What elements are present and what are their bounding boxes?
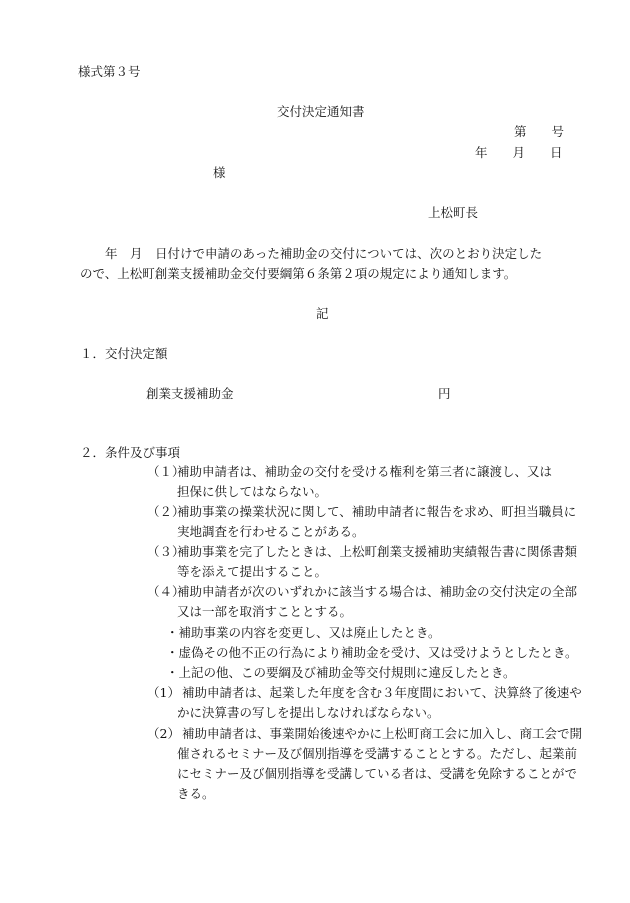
intro-line-2: ので、上松町創業支援補助金交付要綱第６条第２項の規定により通知します。 [80,266,517,281]
condition-3-line-1: 補助事業を完了したときは、上松町創業支援補助実績報告書に関係書類 [177,544,578,559]
form-number: 様式第３号 [78,64,141,79]
document-number: 第 号 [514,124,565,139]
condition-3-line-2: 等を添えて提出すること。 [177,564,328,579]
revocation-bullet-1: ・補助事業の内容を変更し、又は廃止したとき。 [166,625,441,640]
condition-4-line-2: 又は一部を取消すこととする。 [177,604,353,619]
condition-1-number: （１） [147,464,185,479]
issuer-name: 上松町長 [428,205,479,220]
extra-1-line-1: 補助申請者は、起業した年度を含む３年度間において、決算終了後速や [182,685,582,700]
extra-2-line-1: 補助申請者は、事業開始後速やかに上松町商工会に加入し、商工会で開 [182,726,583,741]
condition-2-line-1: 補助事業の操業状況に関して、補助申請者に報告を求め、町担当職員に [177,504,577,519]
extra-1-line-2: かに決算書の写しを提出しなければならない。 [177,705,440,720]
intro-line-1: 年 月 日付けで申請のあった補助金の交付については、次のとおり決定した [80,246,543,261]
extra-2-line-4: きる。 [177,786,215,801]
recipient-honorific: 様 [213,165,226,180]
section-1-heading: １．交付決定額 [80,346,168,361]
section-2-heading: ２．条件及び事項 [80,445,181,460]
condition-4-line-1: 補助申請者が次のいずれかに該当する場合は、補助金の交付決定の全部 [177,584,578,599]
document-title: 交付決定通知書 [277,104,365,119]
condition-1-line-1: 補助申請者は、補助金の交付を受ける権利を第三者に譲渡し、又は [177,464,553,479]
subsidy-item-label: 創業支援補助金 [146,386,234,401]
extra-2-line-3: にセミナー及び個別指導を受講している者は、受講を免除することがで [177,766,578,781]
condition-2-number: （２） [147,504,185,519]
condition-1-line-2: 担保に供してはならない。 [177,484,328,499]
revocation-bullet-2: ・虚偽その他不正の行為により補助金を受け、又は受けようとしたとき。 [166,645,578,660]
condition-2-line-2: 実地調査を行わせることがある。 [177,524,365,539]
condition-4-number: （４） [147,584,185,599]
subsidy-amount-unit: 円 [438,386,451,401]
ki-heading: 記 [316,306,329,321]
revocation-bullet-3: ・上記の他、この要綱及び補助金等交付規則に違反したとき。 [166,665,516,680]
issue-date: 年 月 日 [475,145,563,160]
extra-2-line-2: 催されるセミナー及び個別指導を受講することとする。ただし、起業前 [177,746,578,761]
condition-3-number: （３） [147,544,185,559]
extra-1-number: （1） [147,685,180,700]
extra-2-number: （2） [147,726,180,741]
